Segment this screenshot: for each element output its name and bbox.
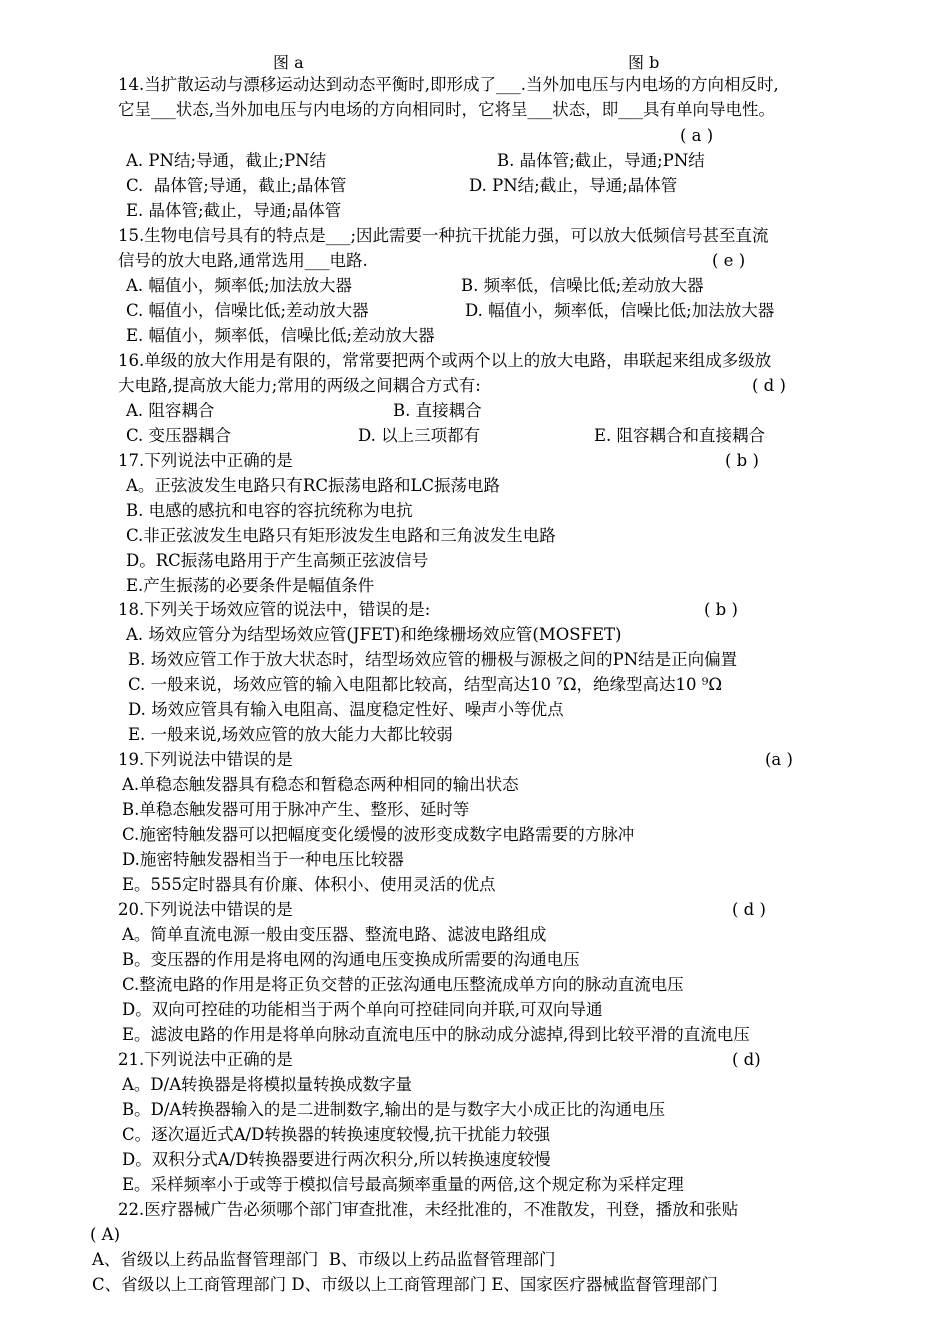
option-d: D. 幅值小，频率低，信噪比低;加法放大器 <box>465 301 775 320</box>
question-text: 15.生物电信号具有的特点是___;因此需要一种抗干扰能力强，可以放大低频信号甚至直流 <box>118 226 769 245</box>
option-e: E。采样频率小于或等于模拟信号最高频率重量的两倍,这个规定称为采样定理 <box>122 1175 684 1194</box>
option-c: C。逐次逼近式A/D转换器的转换速度较慢,抗干扰能力较强 <box>122 1125 551 1144</box>
option-a: A. PN结;导通，截止;PN结 <box>126 151 327 170</box>
question-text: 它呈___状态,当外加电压与内电场的方向相同时，它将呈___状态，即___具有单向导电性。 <box>118 100 775 119</box>
option-a: A. 幅值小，频率低;加法放大器 <box>126 276 352 295</box>
option-a: A.单稳态触发器具有稳态和暂稳态两种相同的输出状态 <box>122 775 519 794</box>
option-c: C. 幅值小，信噪比低;差动放大器 <box>126 301 369 320</box>
question-text: 17.下列说法中正确的是 <box>118 451 293 470</box>
question-text: 19.下列说法中错误的是 <box>118 750 293 769</box>
option-d: D. 以上三项都有 <box>358 426 481 445</box>
option-e: E. 晶体管;截止，导通;晶体管 <box>126 201 342 220</box>
question-text: 20.下列说法中错误的是 <box>118 900 293 919</box>
option-e: E。555定时器具有价廉、体积小、使用灵活的优点 <box>122 875 496 894</box>
option-b: B. 场效应管工作于放大状态时，结型场效应管的栅极与源极之间的PN结是正向偏置 <box>128 650 738 669</box>
option-b: B。D/A转换器输入的是二进制数字,输出的是与数字大小成正比的沟通电压 <box>122 1100 666 1119</box>
option-a-b: A、省级以上药品监督管理部门 B、市级以上药品监督管理部门 <box>92 1250 556 1269</box>
option-c-d-e: C、省级以上工商管理部门 D、市级以上工商管理部门 E、国家医疗器械监督管理部门 <box>92 1275 718 1294</box>
question-text: 大电路,提高放大能力;常用的两级之间耦合方式有: <box>118 376 481 395</box>
option-e: E。滤波电路的作用是将单向脉动直流电压中的脉动成分滤掉,得到比较平滑的直流电压 <box>122 1025 750 1044</box>
answer-label: ( d ) <box>752 376 786 395</box>
option-b: B. 晶体管;截止，导通;PN结 <box>497 151 705 170</box>
option-a: A. 场效应管分为结型场效应管(JFET)和绝缘栅场效应管(MOSFET) <box>126 625 622 644</box>
option-c: C. 一般来说，场效应管的输入电阻都比较高，结型高达10 ⁷Ω，绝缘型高达10 ⁹Ω <box>128 675 723 694</box>
answer-label: ( d) <box>732 1050 761 1069</box>
option-a: A. 阻容耦合 <box>126 401 215 420</box>
option-c: C. 变压器耦合 <box>126 426 232 445</box>
answer-label: ( a ) <box>680 126 714 145</box>
option-c: C.非正弦波发生电路只有矩形波发生电路和三角波发生电路 <box>126 526 556 545</box>
option-d: D.施密特触发器相当于一种电压比较器 <box>122 850 404 869</box>
option-d: D。双积分式A/D转换器要进行两次积分,所以转换速度较慢 <box>122 1150 551 1169</box>
question-text: 14.当扩散运动与漂移运动达到动态平衡时,即形成了___.当外加电压与内电场的方向相反时, <box>118 75 779 94</box>
option-a: A。D/A转换器是将模拟量转换成数字量 <box>122 1075 413 1094</box>
option-b: B. 电感的感抗和电容的容抗统称为电抗 <box>126 501 413 520</box>
option-b: B。变压器的作用是将电网的沟通电压变换成所需要的沟通电压 <box>122 950 580 969</box>
option-c: C.施密特触发器可以把幅度变化缓慢的波形变成数字电路需要的方脉冲 <box>122 825 635 844</box>
question-text: 22.医疗器械广告必须哪个部门审查批准，未经批准的，不准散发，刊登，播放和张贴 <box>118 1200 739 1219</box>
answer-label: ( d ) <box>732 900 766 919</box>
option-a: A。正弦波发生电路只有RC振荡电路和LC振荡电路 <box>126 476 501 495</box>
option-d: D。双向可控硅的功能相当于两个单向可控硅同向并联,可双向导通 <box>122 1000 603 1019</box>
option-c: C.整流电路的作用是将正负交替的正弦沟通电压整流成单方向的脉动直流电压 <box>122 975 684 994</box>
option-a: A。简单直流电源一般由变压器、整流电路、滤波电路组成 <box>122 925 547 944</box>
question-text: 21.下列说法中正确的是 <box>118 1050 293 1069</box>
question-text: 18.下列关于场效应管的说法中，错误的是: <box>118 600 431 619</box>
option-e: E. 一般来说,场效应管的放大能力大都比较弱 <box>128 725 453 744</box>
option-e: E.产生振荡的必要条件是幅值条件 <box>126 576 375 595</box>
option-d: D。RC振荡电路用于产生高频正弦波信号 <box>126 551 429 570</box>
figure-label-a: 图 a <box>273 53 304 72</box>
option-e: E. 幅值小，频率低，信噪比低;差动放大器 <box>126 326 435 345</box>
option-e: E. 阻容耦合和直接耦合 <box>594 426 766 445</box>
option-b: B. 直接耦合 <box>393 401 482 420</box>
option-c: C. 晶体管;导通，截止;晶体管 <box>126 176 347 195</box>
answer-label: ( b ) <box>725 451 759 470</box>
answer-label: ( e ) <box>712 251 746 270</box>
question-text: 信号的放大电路,通常选用___电路. <box>118 251 368 270</box>
answer-label: ( A) <box>90 1225 121 1244</box>
option-b: B.单稳态触发器可用于脉冲产生、整形、延时等 <box>122 800 470 819</box>
answer-label: ( b ) <box>704 600 738 619</box>
option-b: B. 频率低，信噪比低;差动放大器 <box>461 276 704 295</box>
answer-label: (a ) <box>765 750 793 769</box>
option-d: D. PN结;截止，导通;晶体管 <box>469 176 678 195</box>
option-d: D. 场效应管具有输入电阻高、温度稳定性好、噪声小等优点 <box>128 700 564 719</box>
figure-label-b: 图 b <box>628 53 660 72</box>
question-text: 16.单级的放大作用是有限的，常常要把两个或两个以上的放大电路，串联起来组成多级放 <box>118 351 772 370</box>
